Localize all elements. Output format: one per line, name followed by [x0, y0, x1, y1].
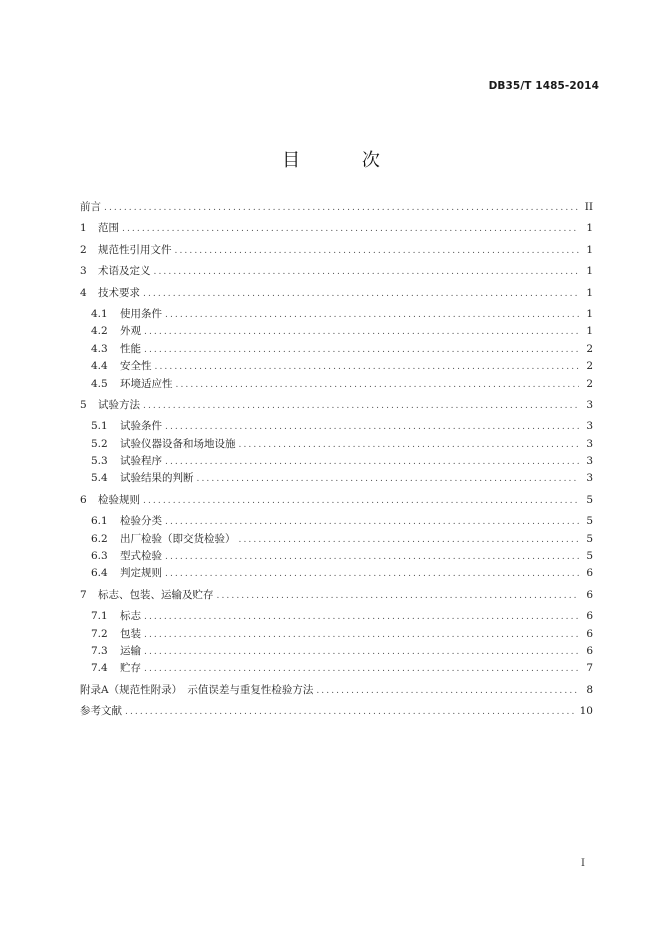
toc-entry-test-methods[interactable]: [80, 397, 593, 414]
toc-entry-page: 3: [586, 420, 593, 433]
toc-entry-page: 6: [586, 627, 593, 640]
toc-entry-page: 3: [586, 472, 593, 485]
toc-entry-terms-definitions[interactable]: [80, 263, 593, 280]
toc-entry-label: 试验结果的判断: [120, 472, 194, 485]
document-code: DB35/T 1485-2014: [488, 80, 599, 92]
toc-entry-label: 运输: [120, 644, 141, 657]
toc-entry-label: 判定规则: [120, 567, 162, 580]
toc-entry-number: 4.4: [91, 360, 108, 373]
toc-entry-number: 6.4: [91, 567, 108, 580]
toc-leader-dots: [144, 609, 579, 626]
toc-leader-dots: [165, 566, 579, 583]
toc-entry-label: 包装: [120, 627, 141, 640]
toc-entry-label: 型式检验: [120, 550, 162, 563]
toc-entry-label: 外观: [120, 325, 141, 338]
toc-entry-label: 标志: [120, 610, 141, 623]
toc-entry-page: 1: [586, 243, 593, 256]
toc-entry-label: 范围: [98, 222, 119, 235]
toc-entry-label: 试验仪器设备和场地设施: [120, 437, 236, 450]
toc-entry-number: 7.3: [91, 644, 108, 657]
footer-page-number: I: [581, 858, 585, 869]
toc-entry-page: 5: [586, 493, 593, 506]
toc-entry-number: 6.2: [91, 532, 108, 545]
toc-title: 目 次: [282, 150, 408, 171]
toc-entry-label: 标志、包装、运输及贮存: [98, 588, 214, 601]
toc-leader-dots: [175, 243, 580, 260]
toc-entry-page: 6: [586, 610, 593, 623]
toc-leader-dots: [144, 324, 579, 341]
toc-leader-dots: [217, 588, 580, 605]
toc-entry-number: 4.2: [91, 325, 108, 338]
toc-entry-marking-packaging[interactable]: [80, 587, 593, 604]
table-of-contents: [80, 199, 593, 721]
toc-subentry-7-4[interactable]: [80, 660, 593, 677]
toc-entry-page: 2: [586, 360, 593, 373]
toc-subentry-6-4[interactable]: [80, 565, 593, 582]
toc-subentry-4-5[interactable]: [80, 376, 593, 393]
toc-entry-technical-requirements[interactable]: [80, 285, 593, 302]
toc-entry-page: II: [584, 201, 593, 213]
toc-leader-dots: [165, 454, 579, 471]
toc-entry-number: 3: [80, 265, 87, 278]
toc-leader-dots: [239, 437, 580, 454]
toc-entry-number: 5.3: [91, 455, 108, 468]
toc-entry-scope[interactable]: [80, 220, 593, 237]
toc-entry-number: 4.1: [91, 307, 108, 320]
toc-entry-normative-references[interactable]: [80, 242, 593, 259]
toc-entry-page: 5: [586, 532, 593, 545]
toc-entry-page: 8: [586, 683, 593, 696]
toc-leader-dots: [144, 644, 579, 661]
toc-entry-number: 5.2: [91, 437, 108, 450]
toc-entry-page: 5: [586, 515, 593, 528]
toc-leader-dots: [165, 307, 579, 324]
toc-subentry-5-2[interactable]: [80, 436, 593, 453]
toc-entry-number: 7.1: [91, 610, 108, 623]
toc-entry-number: 6: [80, 493, 87, 506]
toc-entry-page: 1: [586, 307, 593, 320]
toc-entry-page: 3: [586, 437, 593, 450]
toc-entry-appendix-a[interactable]: [80, 682, 593, 699]
toc-entry-references[interactable]: [80, 703, 593, 720]
toc-leader-dots: [125, 704, 576, 721]
toc-entry-label: 技术要求: [98, 286, 140, 299]
toc-leader-dots: [144, 342, 579, 359]
toc-entry-label: 使用条件: [120, 307, 162, 320]
toc-entry-page: 1: [586, 222, 593, 235]
toc-leader-dots: [165, 419, 579, 436]
toc-subentry-7-3[interactable]: [80, 643, 593, 660]
toc-subentry-5-3[interactable]: [80, 453, 593, 470]
toc-leader-dots: [316, 683, 579, 700]
toc-leader-dots: [143, 286, 579, 303]
toc-entry-page: 5: [586, 550, 593, 563]
toc-entry-inspection-rules[interactable]: [80, 492, 593, 509]
toc-leader-dots: [165, 514, 579, 531]
toc-subentry-4-1[interactable]: [80, 306, 593, 323]
toc-entry-number: 5.4: [91, 472, 108, 485]
toc-entry-number: 2: [80, 243, 87, 256]
toc-entry-label: 性能: [120, 342, 141, 355]
toc-entry-number: 7.2: [91, 627, 108, 640]
toc-entry-label: 试验程序: [120, 455, 162, 468]
toc-subentry-4-2[interactable]: [80, 323, 593, 340]
toc-entry-page: 2: [586, 342, 593, 355]
toc-entry-page: 1: [586, 325, 593, 338]
toc-entry-page: 3: [586, 455, 593, 468]
toc-entry-label: 出厂检验（即交货检验）: [120, 532, 236, 545]
toc-entry-number: 5: [80, 398, 87, 411]
toc-subentry-4-3[interactable]: [80, 341, 593, 358]
toc-entry-label: 附录A（规范性附录） 示值误差与重复性检验方法: [80, 683, 314, 696]
toc-leader-dots: [239, 532, 580, 549]
toc-entry-label: 试验方法: [98, 398, 140, 411]
toc-entry-number: 4.5: [91, 377, 108, 390]
toc-entry-page: 7: [586, 662, 593, 675]
toc-entry-page: 1: [586, 286, 593, 299]
toc-entry-page: 2: [586, 377, 593, 390]
toc-entry-label: 贮存: [120, 662, 141, 675]
toc-entry-page: 10: [579, 705, 593, 718]
toc-subentry-6-2[interactable]: [80, 531, 593, 548]
toc-entry-label: 试验条件: [120, 420, 162, 433]
toc-subentry-5-4[interactable]: [80, 470, 593, 487]
toc-entry-page: 6: [586, 644, 593, 657]
toc-leader-dots: [144, 627, 579, 644]
toc-entry-label: 前言: [80, 201, 101, 213]
toc-leader-dots: [154, 264, 580, 281]
toc-entry-number: 7: [80, 588, 87, 601]
toc-leader-dots: [165, 549, 579, 566]
toc-entry-number: 5.1: [91, 420, 108, 433]
toc-leader-dots: [197, 471, 580, 488]
toc-entry-number: 4: [80, 286, 87, 299]
toc-subentry-7-2[interactable]: [80, 626, 593, 643]
toc-subentry-7-1[interactable]: [80, 608, 593, 625]
toc-entry-label: 安全性: [120, 360, 152, 373]
toc-leader-dots: [104, 200, 579, 217]
toc-entry-number: 6.3: [91, 550, 108, 563]
toc-leader-dots: [155, 359, 580, 376]
toc-leader-dots: [143, 398, 579, 415]
toc-entry-label: 参考文献: [80, 705, 122, 718]
toc-leader-dots: [144, 661, 579, 678]
toc-entry-number: 7.4: [91, 662, 108, 675]
toc-entry-page: 6: [586, 588, 593, 601]
toc-entry-label: 检验分类: [120, 515, 162, 528]
toc-entry-number: 6.1: [91, 515, 108, 528]
toc-subentry-5-1[interactable]: [80, 418, 593, 435]
toc-entry-page: 1: [586, 265, 593, 278]
toc-leader-dots: [143, 493, 579, 510]
toc-entry-page: 3: [586, 398, 593, 411]
toc-leader-dots: [176, 377, 580, 394]
toc-leader-dots: [122, 221, 579, 238]
toc-entry-number: 1: [80, 222, 87, 235]
toc-subentry-6-1[interactable]: [80, 513, 593, 530]
toc-entry-label: 术语及定义: [98, 265, 151, 278]
toc-entry-label: 环境适应性: [120, 377, 173, 390]
toc-entry-page: 6: [586, 567, 593, 580]
toc-entry-label: 规范性引用文件: [98, 243, 172, 256]
toc-entry-number: 4.3: [91, 342, 108, 355]
toc-subentry-4-4[interactable]: [80, 358, 593, 375]
toc-entry-label: 检验规则: [98, 493, 140, 506]
toc-entry-foreword[interactable]: [80, 199, 593, 216]
toc-subentry-6-3[interactable]: [80, 548, 593, 565]
